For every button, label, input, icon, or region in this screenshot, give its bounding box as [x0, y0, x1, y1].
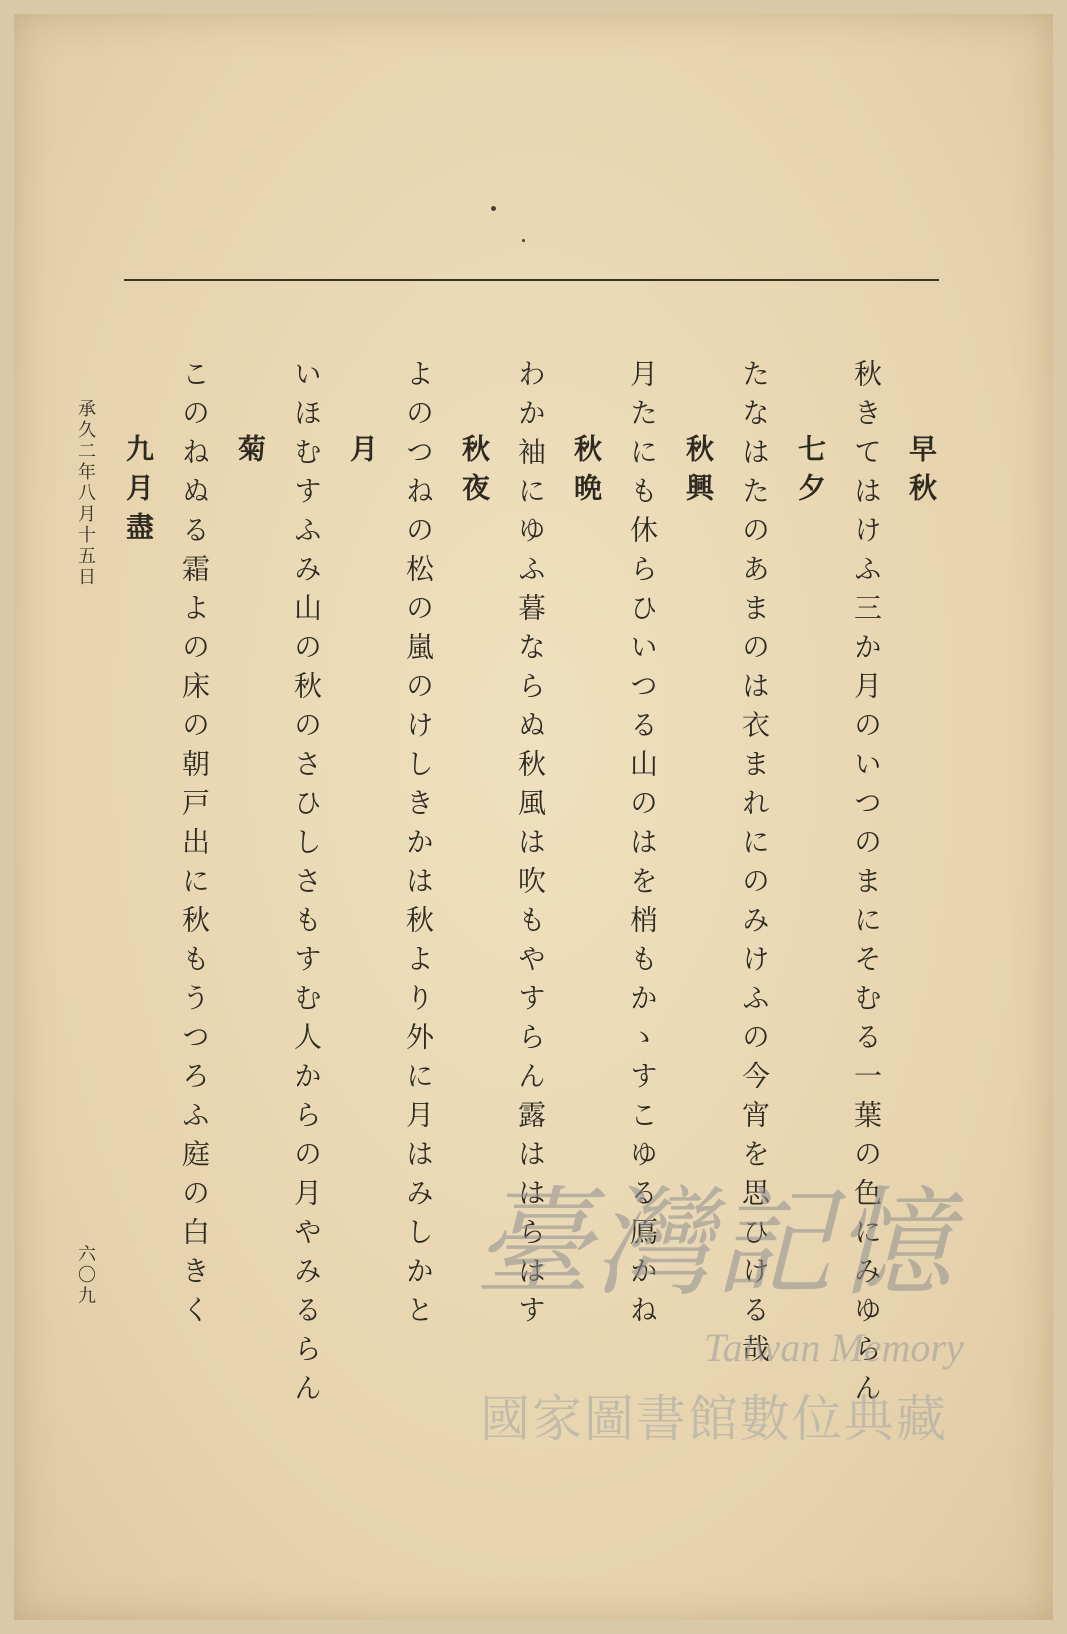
- poem-title-moon: 月: [346, 434, 379, 473]
- paper-speck: [491, 206, 496, 211]
- poem-text-chrysanthemum: このねぬる霜よの床の朝戸出に秋もうつろふ庭の白きく: [178, 359, 211, 1334]
- book-page: [14, 14, 1053, 1620]
- poem-text-early-autumn: 秋きてはけふ三か月のいつのまにそむる一葉の色にみゆらん: [850, 359, 883, 1412]
- horizontal-rule: [124, 279, 939, 281]
- page-number: 六〇九: [75, 1244, 96, 1307]
- poem-text-tanabata: たなはたのあまのは衣まれにのみけふの今宵を思ひける哉: [738, 359, 771, 1373]
- poem-title-autumn-night: 秋夜: [458, 434, 491, 512]
- watermark-subtitle: 國家圖書館數位典藏: [480, 1390, 948, 1448]
- poem-title-autumn-evening: 秋晩: [570, 434, 603, 512]
- watermark-english: Taiwan Memory: [704, 1325, 964, 1370]
- poem-text-autumn-night: よのつねの松の嵐のけしきかは秋より外に月はみしかと: [402, 359, 435, 1334]
- poem-title-early-autumn: 早秋: [905, 434, 938, 512]
- watermark-title: 臺灣記憶: [473, 1174, 954, 1312]
- paper-speck: [522, 239, 525, 242]
- poem-title-tanabata: 七夕: [794, 434, 827, 512]
- poem-title-chrysanthemum: 菊: [234, 434, 267, 473]
- closing-title: 九月盡: [122, 434, 155, 551]
- poem-text-moon: いほむすふみ山の秋のさひしさもすむ人からの月やみるらん: [290, 359, 323, 1412]
- poem-text-autumn-evening: わか袖にゆふ暮ならぬ秋風は吹もやすらん露ははらはす: [514, 359, 547, 1334]
- date-line: 承久二年八月十五日: [75, 399, 96, 588]
- poem-title-autumn-delight: 秋興: [682, 434, 715, 512]
- poem-text-autumn-delight: 月たにも休らひいつる山のはを梢もかゝすこゆる鳫かね: [626, 359, 659, 1334]
